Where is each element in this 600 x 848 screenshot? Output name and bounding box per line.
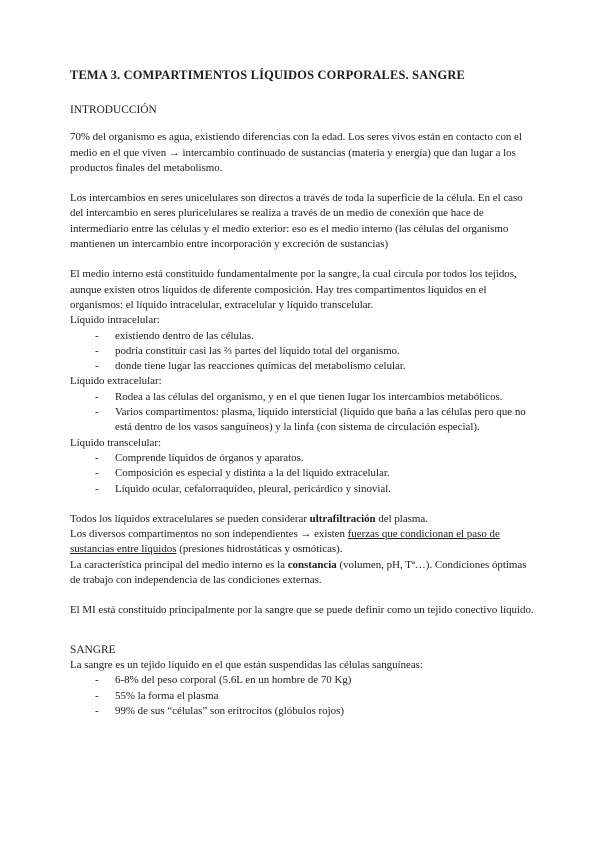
text-run: Todos los líquidos extracelulares se pueden considerar: [70, 512, 310, 525]
bullet-dash: -: [95, 344, 99, 357]
list-item: [70, 344, 534, 359]
list-group-extracelular: [70, 374, 534, 435]
list-group-intracelular: [70, 313, 534, 374]
text-run: (presiones hidrostáticas y osmóticas).: [176, 543, 343, 556]
list-item-text: 6-8% del peso corporal (5.6L en un hombre de 70 Kg): [115, 674, 352, 687]
list-item: [70, 704, 534, 719]
list-item: [70, 329, 534, 344]
list-item-text: Composición es especial y distinta a la del líquido extracelular.: [115, 467, 390, 480]
list-item: [70, 466, 534, 481]
document-title: TEMA 3. COMPARTIMENTOS LÍQUIDOS CORPORALES. SANGRE: [70, 68, 465, 82]
list-item: [70, 673, 534, 688]
bullet-dash: -: [95, 329, 99, 342]
list-item: [70, 359, 534, 374]
list-group-sangre: [70, 673, 534, 719]
list-item-text: 55% la forma el plasma: [115, 689, 219, 702]
paragraph-medio-interno: El medio interno está constituido fundamentalmente por la sangre, la cual circula por todos los tejidos, aunque existen otros líquidos de diferente composición. Hay tres compartimentos líquidos en el organismos: el líquido intracelular, extracelular y líquido transcelular.: [70, 268, 517, 311]
text-run-bold: constancia: [287, 558, 337, 571]
text-run: Los diversos compartimentos no son independientes → existen: [70, 528, 348, 541]
list-group-label: Líquido transcelular:: [70, 436, 162, 449]
paragraph-intercambios: Los intercambios en seres unicelulares son directos a través de toda la superficie de la célula. En el caso del intercambio en seres pluricelulares se realiza a través de un medio de conexión que hace de intermediario entre las células y el medio exterior: eso es el medio interno (las células del organismo mantienen un intercambio entre incorporación y excreción de sustancias): [70, 192, 523, 251]
list-item: [70, 390, 534, 405]
paragraph-agua: 70% del organismo es agua, existiendo diferencias con la edad. Los seres vivos están en contacto con el medio en el que viven → intercambio continuado de sustancias (materia y energía) que dan lugar a los productos finales del metabolismo.: [70, 131, 522, 174]
list-group-label: Líquido intracelular:: [70, 314, 160, 327]
list-item-text: Comprende líquidos de órganos y aparatos.: [115, 451, 304, 464]
paragraph-fuerzas: [70, 527, 534, 558]
text-run-underline: fuerzas que condicionan el paso de sustancias entre líquidos: [70, 528, 500, 556]
bullet-dash: -: [95, 704, 99, 717]
bullet-dash: -: [95, 482, 99, 495]
list-item-text: Líquido ocular, cefalorraquídeo, pleural, pericárdico y sinovial.: [115, 482, 391, 495]
section-heading-introduccion: INTRODUCCIÓN: [70, 104, 157, 116]
bullet-dash: -: [95, 467, 99, 480]
text-run: (volumen, pH, Tª…). Condiciones óptimas de trabajo con independencia de las condiciones externas.: [70, 558, 527, 587]
paragraph-constancia: [70, 558, 534, 589]
bullet-dash: -: [95, 406, 99, 419]
text-run: La característica principal del medio interno es la: [70, 558, 288, 571]
list-item: [70, 689, 534, 704]
paragraph-medio-interno-sangre: El MI está constituido principalmente por la sangre que se puede definir como un tejido conectivo líquido.: [70, 604, 534, 617]
bullet-dash: -: [95, 451, 99, 464]
list-item-text: Rodea a las células del organismo, y en el que tienen lugar los intercambios metabólicos.: [115, 390, 503, 403]
list-item-text: podría constituir casi las ⅔ partes del líquido total del organismo.: [115, 344, 400, 357]
section-heading-sangre: SANGRE: [70, 643, 116, 656]
list-group-label: Líquido extracelular:: [70, 375, 162, 388]
bullet-dash: -: [95, 390, 99, 403]
list-item: [70, 405, 534, 436]
paragraph-ultrafiltracion: [70, 512, 534, 527]
text-run: del plasma.: [375, 512, 428, 525]
bullet-dash: -: [95, 689, 99, 702]
list-group-transcelular: [70, 436, 534, 497]
list-item-text: existiendo dentro de las células.: [115, 329, 254, 342]
list-item: [70, 451, 534, 466]
list-item: [70, 482, 534, 497]
list-item-text: donde tiene lugar las reacciones químicas del metabolismo celular.: [115, 360, 406, 373]
text-run-bold: ultrafiltración: [309, 512, 376, 525]
paragraph-sangre-intro: La sangre es un tejido líquido en el que están suspendidas las células sanguíneas:: [70, 658, 423, 671]
list-item-text: Varios compartimentos: plasma, líquido intersticial (líquido que baña a las células pero que no está dentro de los vasos sanguíneos) y la linfa (con sistema de circulación especial).: [115, 406, 526, 434]
bullet-dash: -: [95, 360, 99, 373]
list-item-text: 99% de sus “células” son eritrocitos (glóbulos rojos): [115, 704, 344, 717]
bullet-dash: -: [95, 674, 99, 687]
